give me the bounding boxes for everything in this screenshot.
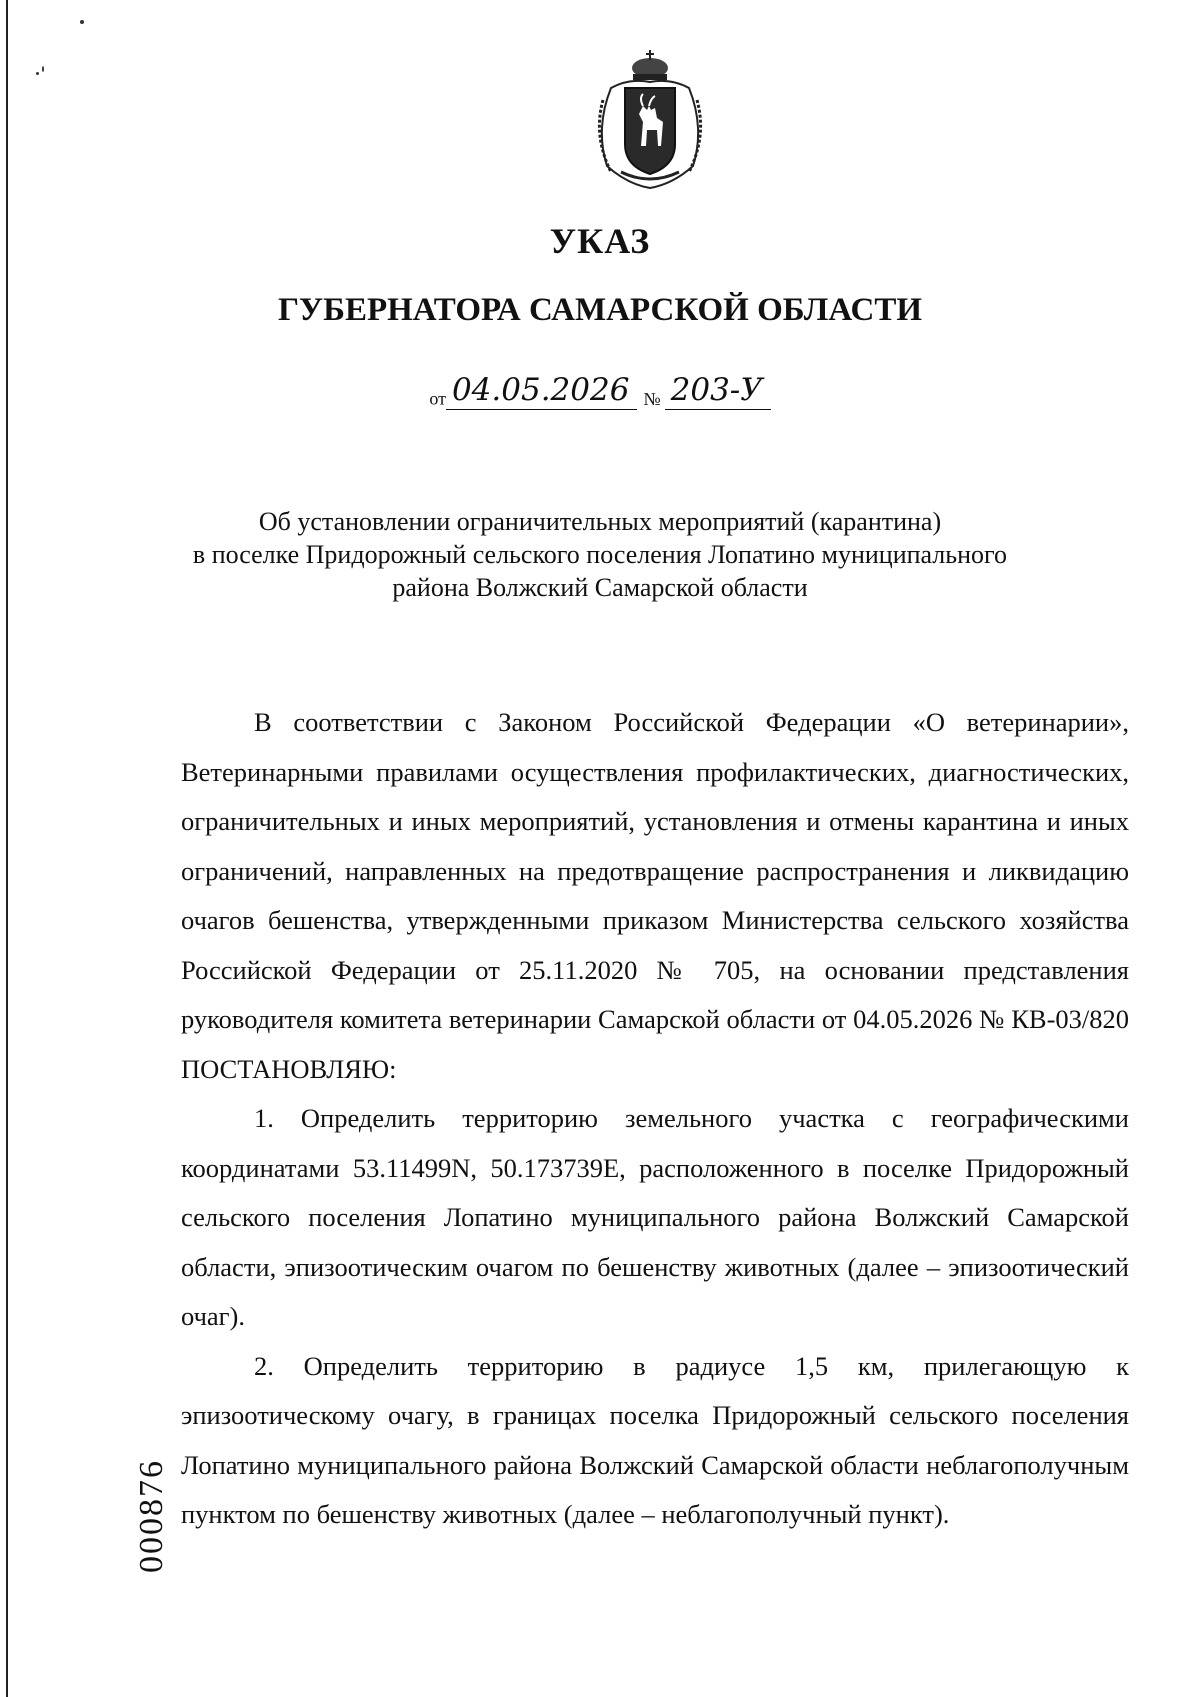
body-paragraph-item-2: 2. Определить территорию в радиусе 1,5 км, прилегающую к эпизоотическому очагу, в границах поселка Придорожный сельского поселения Лопатино муниципального района Волжский Самарской области неблагополучным пунктом по бешенству животных (далее – неблагополучный пункт). — [181, 1350, 1129, 1529]
margin-serial-number: 000876 — [133, 1459, 170, 1573]
scan-speck — [36, 72, 39, 75]
body-paragraph-preamble: В соответствии с Законом Российской Федерации «О ветеринарии», Ветеринарными правилами осуществления профилактических, диагностических, ограничительных и иных мероприятий, установления и отмены карантина и иных ограничений, направленных на предотвращение распространения и ликвидацию очагов бешенства, утвержденными приказом Министерства сельского хозяйства Российской Федерации от 25.11.2020 № 705, на основании представления руководителя комитета ветеринарии Самарской области от 04.05.2026 № КВ-03/820 ПОСТАНОВЛЯЮ: — [181, 707, 1129, 1084]
subject-line: Об установлении ограничительных мероприятий (карантина) — [258, 507, 942, 536]
samara-coat-of-arms-icon — [591, 48, 709, 190]
decree-subject — [160, 505, 1040, 604]
scan-speck — [42, 66, 44, 72]
decree-title: УКАЗ — [549, 221, 651, 261]
subject-line: в поселке Придорожный сельского поселения Лопатино муниципального — [192, 540, 1008, 569]
number-label: № — [643, 388, 661, 409]
date-value: 04.05.2026 — [446, 373, 638, 410]
number-value: 203-У — [665, 373, 771, 410]
date-label: от — [429, 388, 446, 409]
decree-body — [181, 698, 1129, 1540]
subject-line: района Волжский Самарской области — [392, 573, 808, 602]
decree-authority: ГУБЕРНАТОРА САМАРСКОЙ ОБЛАСТИ — [277, 292, 923, 328]
decree-date-number — [0, 373, 1200, 423]
scan-speck — [80, 20, 84, 24]
body-paragraph-item-1: 1. Определить территорию земельного участка с географическими координатами 53.11499N, 50.173739E, расположенного в поселке Придорожный сельского поселения Лопатино муниципального района Волжский Самарской области, эпизоотическим очагом по бешенству животных (далее – эпизоотический очаг). — [181, 1103, 1129, 1331]
